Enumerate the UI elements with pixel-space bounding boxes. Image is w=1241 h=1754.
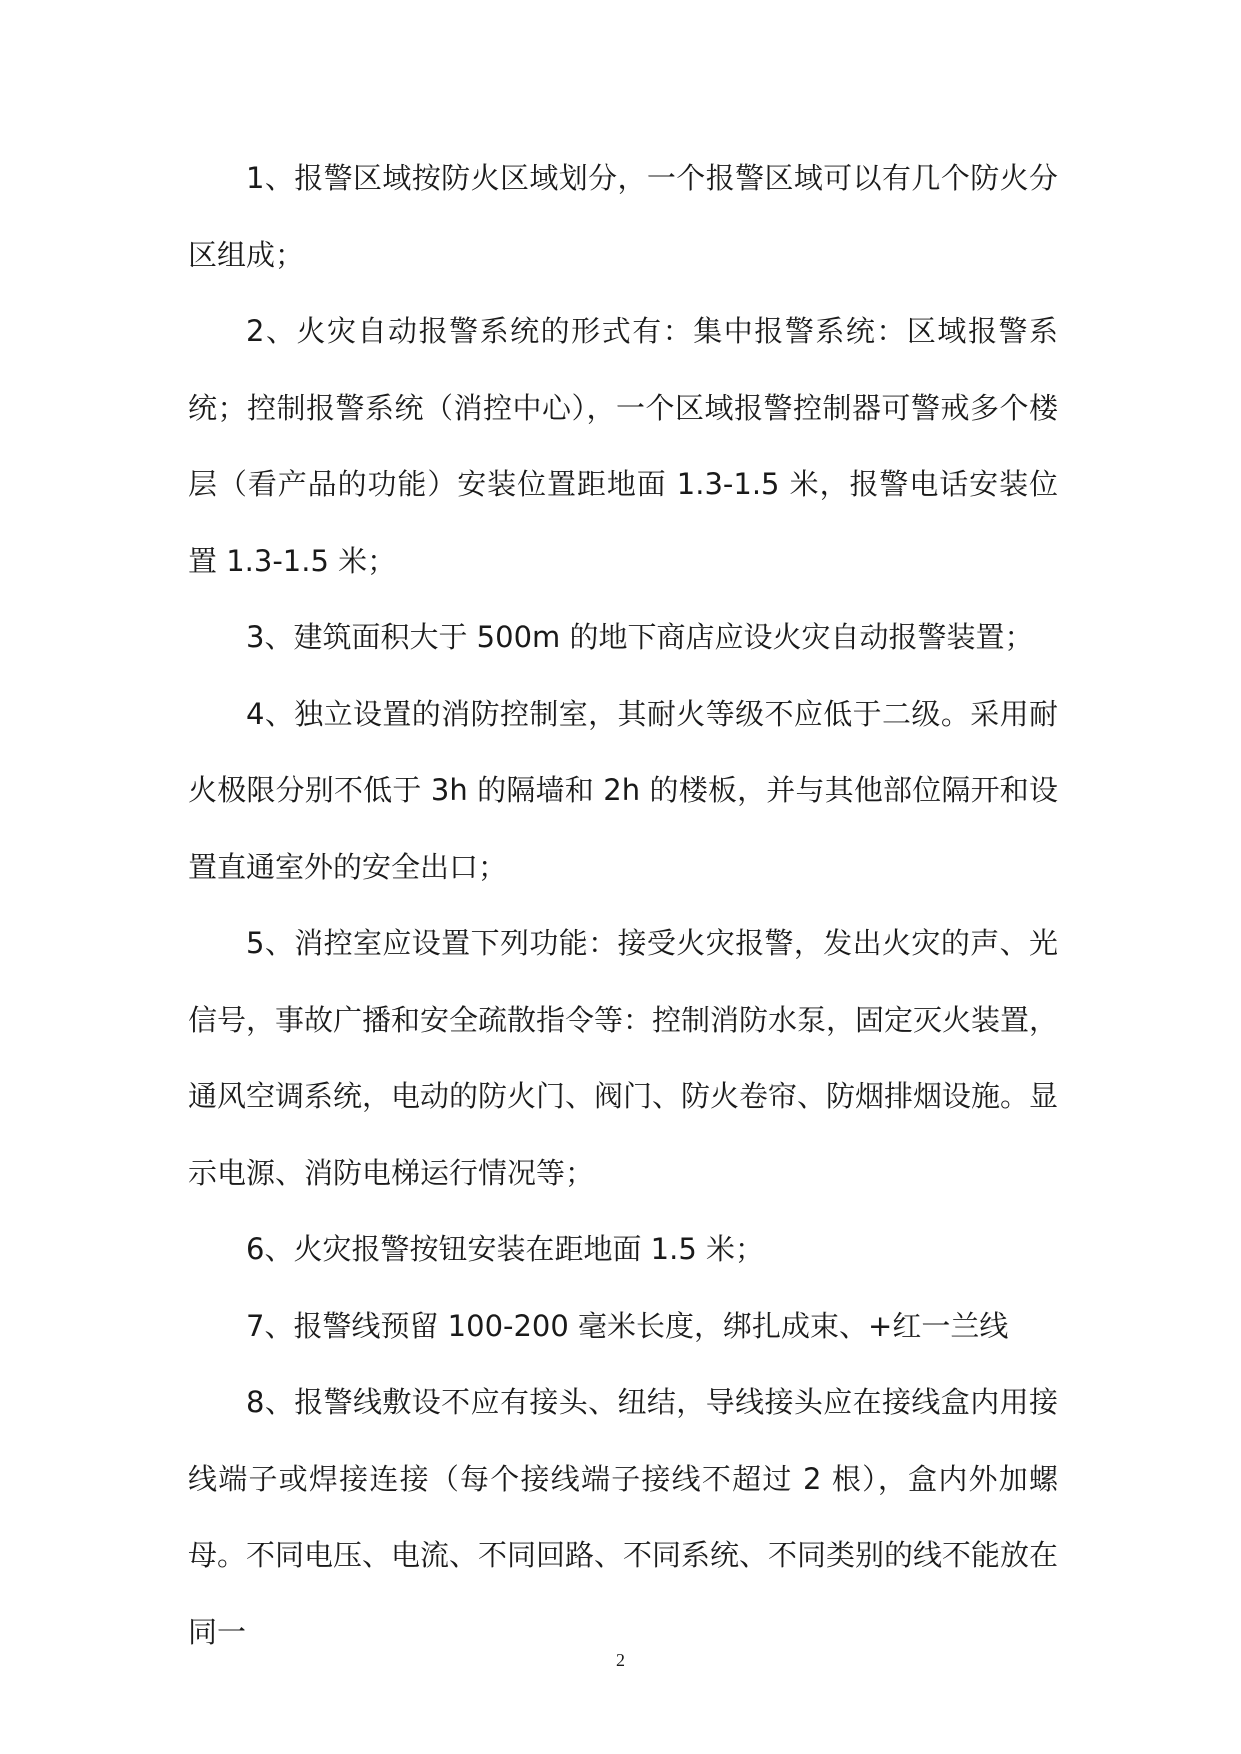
paragraph-1: 1、报警区域按防火区域划分，一个报警区域可以有几个防火分区组成； [188,161,1058,272]
paragraph-8: 8、报警线敷设不应有接头、纽结，导线接头应在接线盒内用接线端子或焊接连接（每个接线端子接线不超过 2 根），盒内外加螺母。不同电压、电流、不同回路、不同系统、不同类别的线不能放在同一 [188,1385,1059,1649]
paragraph-5: 5、消控室应设置下列功能：接受火灾报警，发出火灾的声、光信号，事故广播和安全疏散指令等：控制消防水泵，固定灭火装置，通风空调系统，电动的防火门、阀门、防火卷帘、防烟排烟设施。显示电源、消防电梯运行情况等； [188,926,1059,1190]
paragraph-7: 7、报警线预留 100-200 毫米长度，绑扎成束、+红一兰线 [246,1308,1009,1343]
paragraph-2: 2、火灾自动报警系统的形式有：集中报警系统：区域报警系统；控制报警系统（消控中心），一个区域报警控制器可警戒多个楼层（看产品的功能）安装位置距地面 1.3-1.5 米，报警电话安装位置 1.3-1.5 米； [188,314,1058,578]
document-body [188,140,1058,1670]
paragraph-3: 3、建筑面积大于 500m 的地下商店应设火灾自动报警装置； [246,620,1034,654]
paragraph-6: 6、火灾报警按钮安装在距地面 1.5 米； [246,1232,765,1266]
page-number: 2 [616,1650,625,1670]
paragraph-4: 4、独立设置的消防控制室，其耐火等级不应低于二级。采用耐火极限分别不低于 3h 的隔墙和 2h 的楼板，并与其他部位隔开和设置直通室外的安全出口； [188,696,1058,884]
